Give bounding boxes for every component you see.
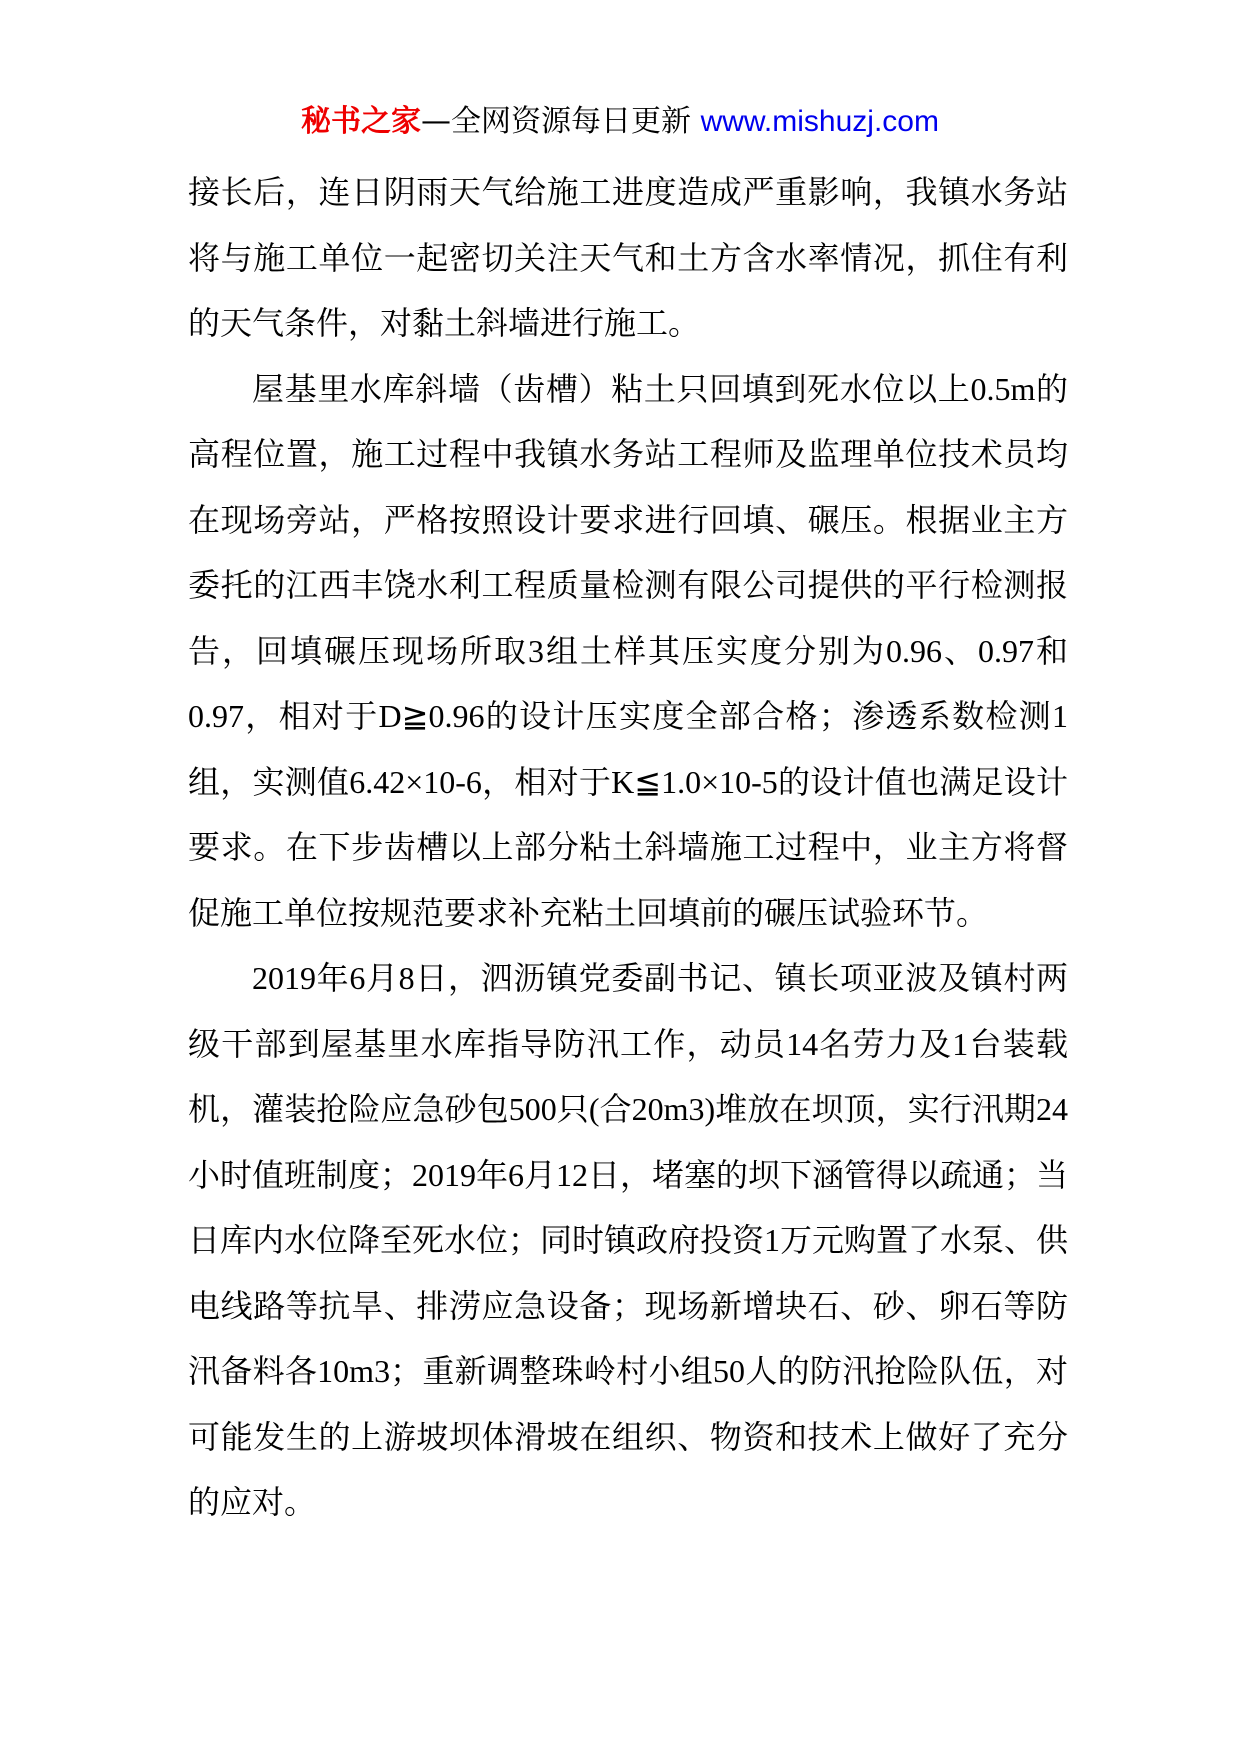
paragraph-continuation: 接长后，连日阴雨天气给施工进度造成严重影响，我镇水务站将与施工单位一起密切关注天气和土方含水率情况，抓住有利的天气条件，对黏土斜墙进行施工。 xyxy=(188,174,1068,341)
paragraph-clay-wall-backfill: 屋基里水库斜墙（齿槽）粘土只回填到死水位以上0.5m的高程位置，施工过程中我镇水务站工程师及监理单位技术员均在现场旁站，严格按照设计要求进行回填、碾压。根据业主方委托的江西丰饶水利工程质量检测有限公司提供的平行检测报告，回填碾压现场所取3组土样其压实度分别为0.96、0.97和0.97，相对于D≧0.96的设计压实度全部合格；渗透系数检测1组，实测值6.42×10-6，相对于K≦1.0×10-5的设计值也满足设计要求。在下步齿槽以上部分粘土斜墙施工过程中，业主方将督促施工单位按规范要求补充粘土回填前的碾压试验环节。 xyxy=(188,370,1068,931)
header-tagline: —全网资源每日更新 xyxy=(421,104,692,139)
paragraph-flood-prevention: 2019年6月8日，泗沥镇党委副书记、镇长项亚波及镇村两级干部到屋基里水库指导防汛工作，动员14名劳力及1台装载机，灌装抢险应急砂包500只(合20m3)堆放在坝顶，实行汛期24小时值班制度；2019年6月12日，堵塞的坝下涵管得以疏通；当日库内水位降至死水位；同时镇政府投资1万元购置了水泵、供电线路等抗旱、排涝应急设备；现场新增块石、砂、卵石等防汛备料各10m3；重新调整珠岭村小组50人的防汛抢险队伍，对可能发生的上游坡坝体滑坡在组织、物资和技术上做好了充分的应对。 xyxy=(188,960,1069,1520)
site-url-link[interactable]: www.mishuzj.com xyxy=(700,105,939,138)
site-header xyxy=(0,102,1240,142)
document-body xyxy=(188,160,1068,1536)
brand-name: 秘书之家 xyxy=(301,104,422,139)
